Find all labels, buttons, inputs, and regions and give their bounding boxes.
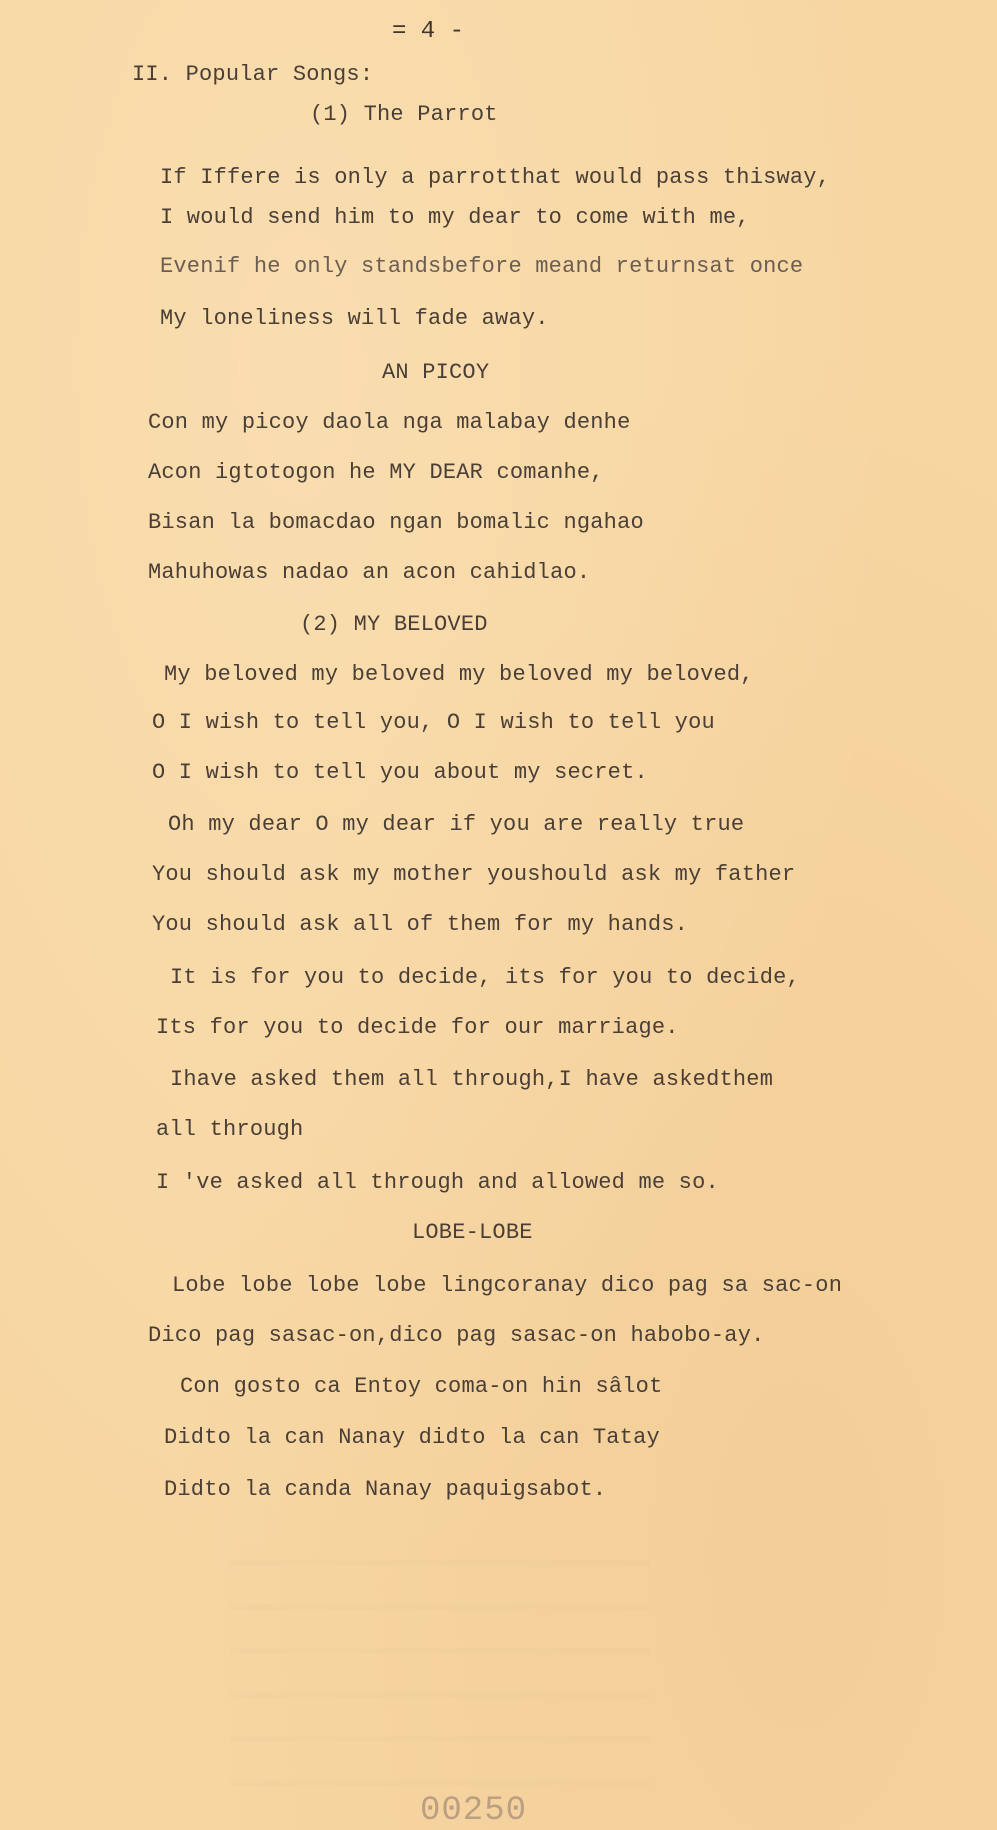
- picoy-line-2: Acon igtotogon he MY DEAR comanhe,: [148, 460, 604, 485]
- beloved-line-10: all through: [156, 1117, 304, 1142]
- lobe-line-3: Con gosto ca Entoy coma-on hin sâlot: [180, 1374, 663, 1399]
- archive-stamp: 00250: [420, 1792, 528, 1830]
- parrot-line-2: I would send him to my dear to come with me,: [160, 205, 750, 230]
- beloved-line-3: O I wish to tell you about my secret.: [152, 760, 648, 785]
- lobe-line-5: Didto la canda Nanay paquigsabot.: [164, 1477, 607, 1502]
- lobe-line-1: Lobe lobe lobe lobe lingcoranay dico pag sa sac-on: [172, 1273, 843, 1298]
- parrot-line-3: Evenif he only standsbefore meand returnsat once: [160, 254, 804, 279]
- beloved-line-4: Oh my dear O my dear if you are really true: [168, 812, 745, 837]
- section-heading: II. Popular Songs:: [132, 62, 374, 87]
- beloved-line-6: You should ask all of them for my hands.: [152, 912, 689, 937]
- parrot-line-1: If Iffere is only a parrotthat would pass thisway,: [160, 165, 831, 190]
- song-title-an-picoy: AN PICOY: [382, 360, 490, 385]
- picoy-line-3: Bisan la bomacdao ngan bomalic ngahao: [148, 510, 644, 535]
- page-number: = 4 -: [392, 18, 465, 45]
- song-title-lobe-lobe: LOBE-LOBE: [412, 1220, 533, 1245]
- picoy-line-4: Mahuhowas nadao an acon cahidlao.: [148, 560, 591, 585]
- lobe-line-2: Dico pag sasac-on,dico pag sasac-on habobo-ay.: [148, 1323, 765, 1348]
- beloved-line-2: O I wish to tell you, O I wish to tell you: [152, 710, 715, 735]
- beloved-line-7: It is for you to decide, its for you to decide,: [170, 965, 800, 990]
- reverse-side-bleed-through: [230, 1560, 650, 1790]
- parrot-line-4: My loneliness will fade away.: [160, 306, 549, 331]
- song-title-parrot: (1) The Parrot: [310, 102, 498, 127]
- song-title-my-beloved: (2) MY BELOVED: [300, 612, 488, 637]
- beloved-line-9: Ihave asked them all through,I have askedthem: [170, 1067, 774, 1092]
- beloved-line-11: I 've asked all through and allowed me so.: [156, 1170, 719, 1195]
- lobe-line-4: Didto la can Nanay didto la can Tatay: [164, 1425, 660, 1450]
- beloved-line-1: My beloved my beloved my beloved my beloved,: [164, 662, 754, 687]
- beloved-line-8: Its for you to decide for our marriage.: [156, 1015, 679, 1040]
- picoy-line-1: Con my picoy daola nga malabay denhe: [148, 410, 631, 435]
- beloved-line-5: You should ask my mother youshould ask my father: [152, 862, 796, 887]
